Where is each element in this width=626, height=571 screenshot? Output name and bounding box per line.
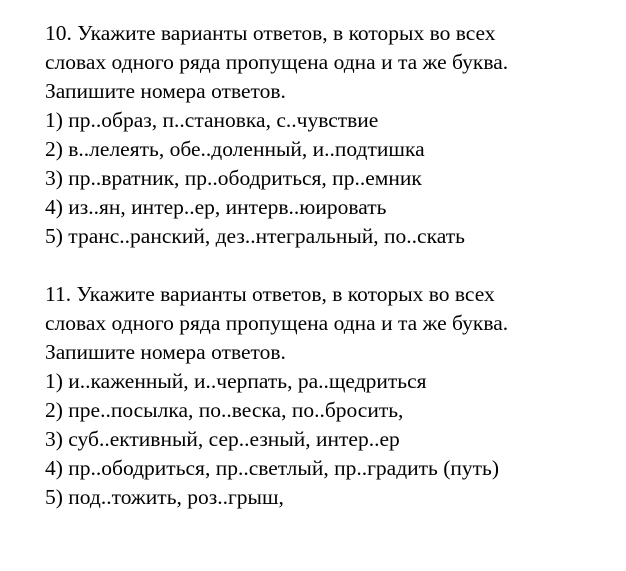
task-instruction: Запишите номера ответов. (45, 340, 286, 364)
task-heading-line: словах одного ряда пропущена одна и та же буква. (45, 50, 509, 74)
answer-option: 1) пр..образ, п..становка, с..чувствие (45, 108, 379, 132)
task-heading-line: словах одного ряда пропущена одна и та же буква. (45, 311, 509, 335)
task-11 (45, 280, 620, 512)
answer-option: 4) пр..ободриться, пр..светлый, пр..градить (путь) (45, 456, 500, 480)
document-body (45, 19, 620, 512)
answer-option: 2) пре..посылка, по..веска, по..бросить, (45, 398, 404, 422)
answer-option: 5) под..тожить, роз..грыш, (45, 485, 284, 509)
answer-option: 1) и..каженный, и..черпать, ра..щедриться (45, 369, 427, 393)
answer-option: 5) транс..ранский, дез..нтегральный, по..скать (45, 224, 465, 248)
answer-option: 2) в..лелеять, обе..доленный, и..подтишка (45, 137, 425, 161)
task-instruction: Запишите номера ответов. (45, 79, 286, 103)
answer-option: 4) из..ян, интер..ер, интерв..юировать (45, 195, 387, 219)
task-10 (45, 19, 620, 251)
answer-option: 3) суб..ективный, сер..езный, интер..ер (45, 427, 400, 451)
task-heading-line: 10. Укажите варианты ответов, в которых во всех (45, 21, 496, 45)
task-heading-line: 11. Укажите варианты ответов, в которых во всех (45, 282, 495, 306)
answer-option: 3) пр..вратник, пр..ободриться, пр..емник (45, 166, 422, 190)
